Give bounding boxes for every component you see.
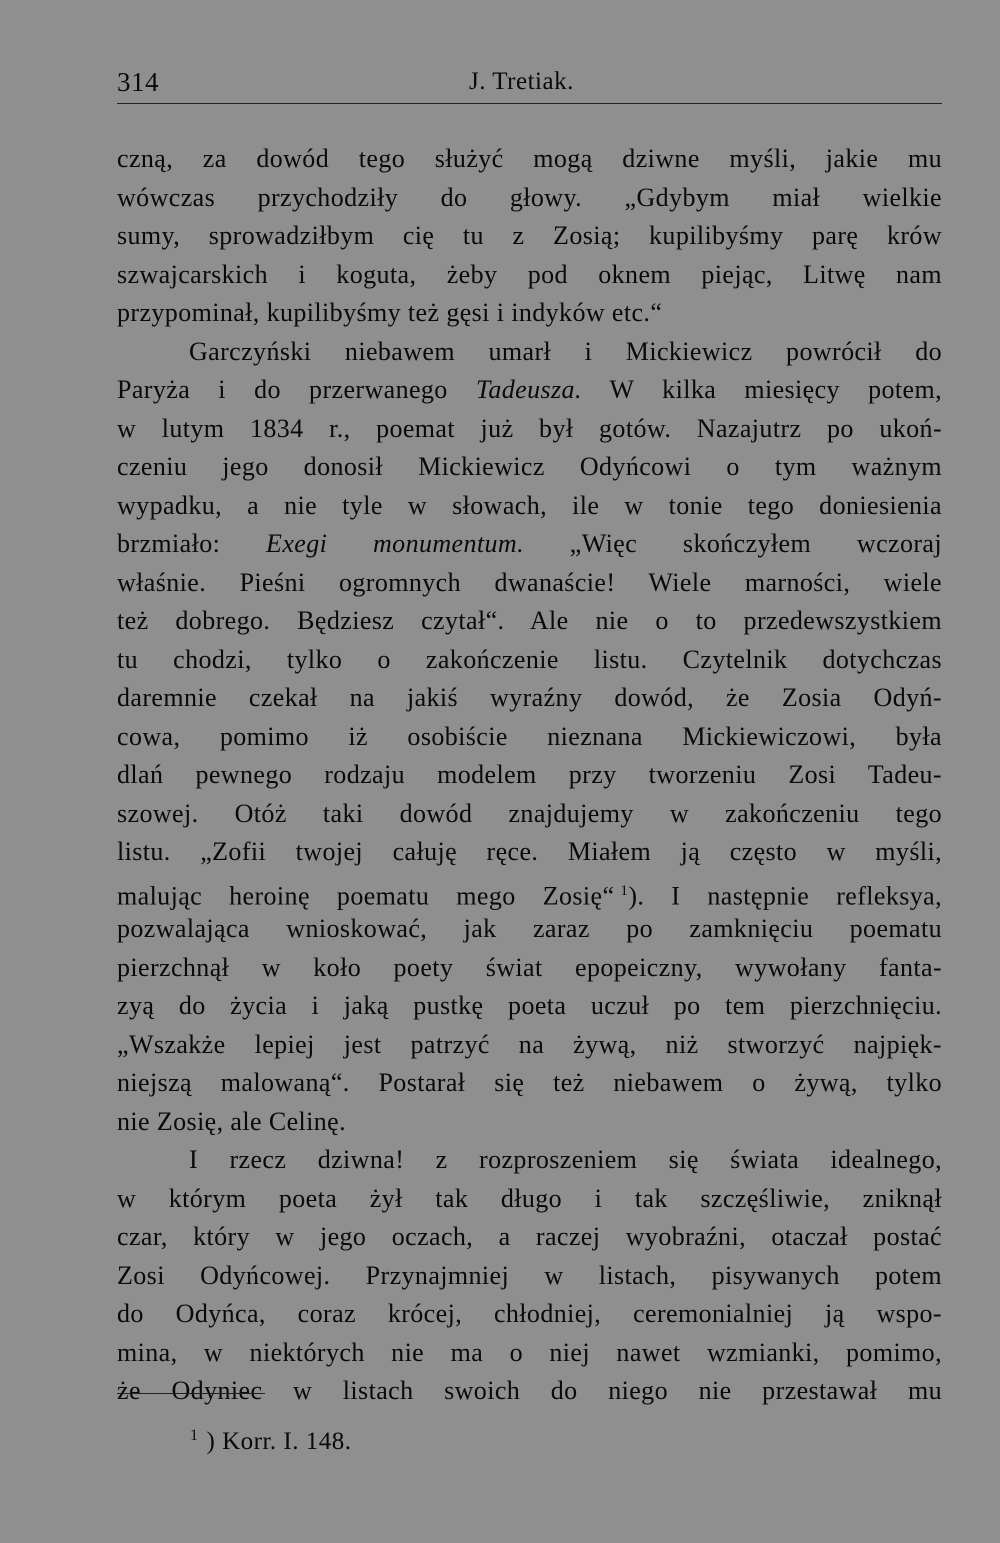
line-text: pozwalająca wnioskować, jak zaraz po zamknięciu poematu [117,914,942,943]
text-line [117,1257,942,1296]
line-text: malując heroinę poematu mego Zosię“ [117,881,615,911]
text-line [117,1295,942,1334]
text-line [117,1103,942,1142]
page-number: 314 [117,67,159,97]
text-line [117,448,942,487]
line-text: daremnie czekał na jakiś wyraźny dowód, że Zosia Odyń- [117,683,942,712]
running-title: J. Tretiak. [469,68,574,95]
footnote-rule [117,1393,265,1394]
line-text: pierzchnął w koło poety świat epopeiczny, wywołany fanta- [117,952,942,982]
line-text: wówczas przychodziły do głowy. „Gdybym miał wielkie [117,182,942,212]
line-text: w lutym 1834 r., poemat już był gotów. Nazajutrz po ukoń- [117,413,942,443]
line-text: Zosi Odyńcowej. Przynajmniej w listach, pisywanych potem [117,1260,942,1290]
text-line [117,987,942,1026]
text-line [117,602,942,641]
line-text: dlań pewnego rodzaju modelem przy tworzeniu Zosi Tadeu- [117,760,942,789]
text-line [117,910,942,949]
line-text: szwajcarskich i koguta, żeby pod oknem piejąc, Litwę nam [117,259,942,289]
text-line [117,564,942,603]
text-line [117,1141,942,1180]
text-line [117,487,942,526]
header-rule [117,103,942,104]
line-text: właśnie. Pieśni ogromnych dwanaście! Wiele marności, wiele [117,567,942,597]
text-line [117,1334,942,1373]
line-text: szowej. Otóż taki dowód znajdujemy w zakończeniu tego [117,798,942,828]
line-text: przypominał, kupilibyśmy też gęsi i indyków etc.“ [117,298,663,327]
text-line [117,1180,942,1219]
line-text: sumy, sprowadziłbym cię tu z Zosią; kupilibyśmy parę krów [117,221,942,250]
line-text: czeniu jego donosił Mickiewicz Odyńcowi o tym ważnym [117,452,942,481]
text-line [117,641,942,680]
text-line [117,256,942,295]
text-line [117,525,942,564]
line-text: czar, który w jego oczach, a raczej wyobraźni, otaczał postać [117,1222,942,1251]
line-text: do Odyńca, coraz krócej, chłodniej, ceremonialniej ją wspo- [117,1299,942,1328]
text-line [117,1064,942,1103]
line-text: I rzecz dziwna! z rozproszeniem się świata idealnego, [189,1145,942,1174]
text-line [117,179,942,218]
line-text: cowa, pomimo iż osobiście nieznana Mickiewiczowi, była [117,721,942,751]
footnote-text: ) Korr. I. 148. [206,1428,352,1455]
line-text: Garczyński niebawem umarł i Mickiewicz powrócił do [189,336,942,366]
text-line [117,371,942,410]
line-text: nie Zosię, ale Celinę. [117,1106,347,1136]
line-text: w którym poeta żył tak długo i tak szczęśliwie, zniknął [117,1183,942,1213]
line-text: niejszą malowaną“. Postarał się też niebawem o żywą, tylko [117,1068,942,1097]
italic-title: Tadeusza. [475,375,582,404]
running-head [117,62,942,102]
text-line [117,217,942,256]
text-line [117,756,942,795]
line-text: brzmiało: [117,529,221,558]
italic-title: Exegi monumentum. [266,529,524,558]
text-line [117,333,942,372]
text-line [117,294,942,333]
line-text-continued: W kilka miesięcy potem, [609,375,942,404]
line-text: czną, za dowód tego służyć mogą dziwne myśli, jakie mu [117,144,942,173]
line-text: że Odyniec w listach swoich do niego nie przestawał mu [117,1376,942,1405]
text-line [117,949,942,988]
line-text-continued: „Więc skończyłem wczoraj [569,529,942,558]
text-line [117,1026,942,1065]
text-line [117,140,942,179]
line-text: też dobrego. Będziesz czytał“. Ale nie o to przedewszystkiem [117,606,942,635]
line-text: mina, w niektórych nie ma o niej nawet wzmianki, pomimo, [117,1337,942,1367]
footnote [190,1418,351,1460]
text-line [117,1372,942,1411]
body-text [117,140,942,1411]
text-line [117,833,942,872]
text-line [117,795,942,834]
line-text: „Wszakże lepiej jest patrzyć na żywą, niż stworzyć najpięk- [117,1029,942,1059]
line-text: tu chodzi, tylko o zakończenie listu. Czytelnik dotychczas [117,644,942,674]
line-text-continued: ). I następnie refleksya, [628,881,943,911]
text-line [117,718,942,757]
text-line [117,1218,942,1257]
text-line [117,410,942,449]
text-line [117,872,942,911]
footnote-marker: 1 [190,1427,199,1444]
footnote-reference: 1 [620,882,629,899]
text-line [117,679,942,718]
line-text: listu. „Zofii twojej całuję ręce. Miałem ją często w myśli, [117,837,942,866]
line-text: Paryża i do przerwanego [117,375,448,404]
line-text: wypadku, a nie tyle w słowach, ile w tonie tego doniesienia [117,490,942,520]
line-text: zyą do życia i jaką pustkę poeta uczuł po tem pierzchnięciu. [117,991,942,1020]
